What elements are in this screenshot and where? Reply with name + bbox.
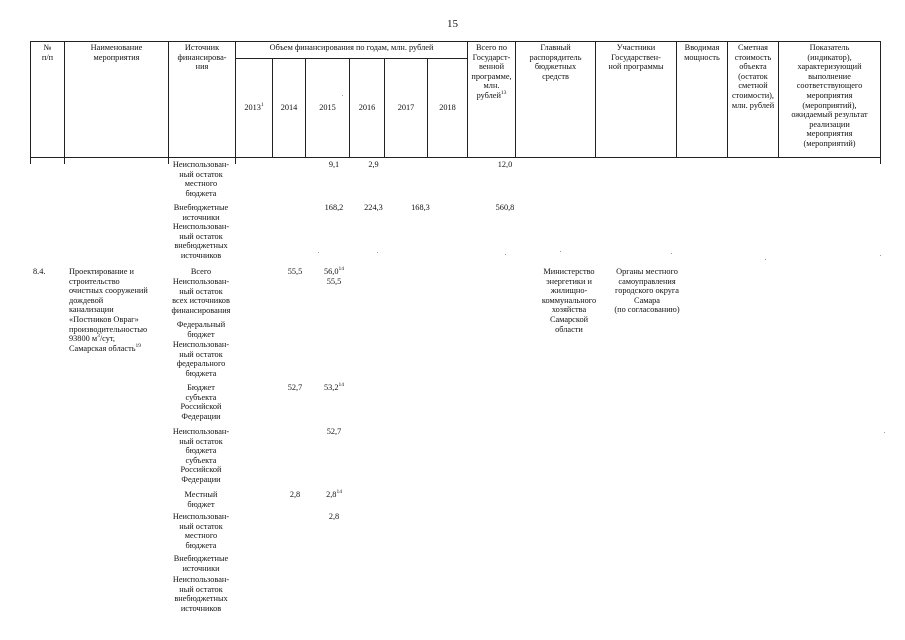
source-subject-budget: Бюджет субъекта Российской Федерации <box>180 383 222 421</box>
scan-speck <box>505 254 506 255</box>
value-2015-subject: 53,2$^{14}$ <box>323 382 345 392</box>
manager-text: Министерство энергетики и жилищно- коммунального хозяйства Самарской области <box>541 267 597 334</box>
source-federal: Федеральный бюджет <box>176 320 226 339</box>
source-federal-rest: Неиспользован- ный остаток федерального бюджета <box>172 340 230 378</box>
value-2015-subject-rest: 52,7 <box>326 427 342 436</box>
column-rule <box>30 158 31 164</box>
scan-speck <box>342 95 343 96</box>
header-total: Всего по Государст- венной программе, млн. рублей$^{13}$ <box>468 42 516 158</box>
header-manager: Главный распорядитель бюджетных средств <box>516 42 596 158</box>
total-local-rest-cont: 12,0 <box>497 160 513 169</box>
scan-speck <box>671 253 672 254</box>
table-header <box>30 41 881 158</box>
item-name: Проектирование и строительство очистных сооружений дождевой канализации «Постников Овраг» производительностью 93800 $м^3$/сут, Самарская область$^{19}$ <box>69 267 148 353</box>
value-2015-local-rest-cont: 9,1 <box>328 160 340 169</box>
total-extra-cont: 560,8 <box>495 203 515 212</box>
column-rule <box>64 158 65 164</box>
header-participants: Участники Государствен- ной программы <box>596 42 677 158</box>
source-extra: Внебюджетные источники <box>173 554 229 573</box>
header-capacity: Вводимая мощность <box>677 42 728 158</box>
source-extra-cont: Внебюджетные источники <box>173 203 229 222</box>
value-2015-total: 56,0$^{14}$ <box>323 266 345 276</box>
source-extra-rest: Неиспользован- ный остаток внебюджетных источников <box>172 575 230 613</box>
column-rule <box>880 158 881 164</box>
source-local-rest-cont: Неиспользован- ный остаток местного бюджета <box>172 160 230 198</box>
source-all-rest: Неиспользован- ный остаток всех источников финансирования <box>171 277 231 315</box>
header-funding: Объем финансирования по годам, млн. рублей <box>236 42 468 59</box>
value-2015-extra-cont: 168,2 <box>324 203 344 212</box>
value-2016-extra-cont: 224,3 <box>364 203 383 212</box>
scan-speck <box>765 259 766 260</box>
value-2015-local: $2,8^{14}$ <box>326 489 342 499</box>
header-indicator: Показатель (индикатор), характеризующий выполнение соответствующего мероприятия (мероприятий), ожидаемый результат реализации мероприятия (мероприятий) <box>779 42 881 158</box>
value-2017-extra-cont: 168,3 <box>411 203 430 212</box>
header-num: № п/п <box>31 42 65 158</box>
value-2015-local-rest: 2,8 <box>328 512 340 521</box>
scan-speck <box>884 432 885 433</box>
page-number: 15 <box>447 18 458 30</box>
source-extra-rest-cont: Неиспользован- ный остаток внебюджетных источников <box>172 222 230 260</box>
value-2014-local: 2,8 <box>289 490 301 499</box>
source-local-rest: Неиспользован- ный остаток местного бюджета <box>172 512 230 550</box>
source-subject-rest: Неиспользован- ный остаток бюджета субъекта Российской Федерации <box>172 427 230 484</box>
item-number: 8.4. <box>33 267 46 276</box>
value-2016-local-rest-cont: 2,9 <box>368 160 379 169</box>
header-cost: Сметная стоимость объекта (остаток сметной стоимости), млн. рублей <box>728 42 779 158</box>
value-2014-subject: 52,7 <box>287 383 303 392</box>
value-2014-total: 55,5 <box>287 267 303 276</box>
participants-text: Органы местного самоуправления городского округа Самара (по согласованию) <box>614 267 680 315</box>
header-name: Наименование мероприятия <box>65 42 169 158</box>
source-local-budget: Местный бюджет <box>184 490 218 509</box>
scan-speck <box>377 252 378 253</box>
header-year-2018: 2018 <box>428 59 468 158</box>
header-year-2017: 2017 <box>385 59 428 158</box>
source-total: Всего <box>190 267 212 276</box>
scan-speck <box>560 251 561 252</box>
value-2015-all-rest: 55,5 <box>326 277 342 286</box>
header-year-2014: 2014 <box>273 59 306 158</box>
scan-speck <box>318 252 319 253</box>
scan-speck <box>880 255 881 256</box>
header-year-2013: 2013$^1$ <box>236 59 273 158</box>
header-year-2016: 2016 <box>350 59 385 158</box>
header-year-2015: 2015 <box>306 59 350 158</box>
header-source: Источник финансирова- ния <box>169 42 236 158</box>
